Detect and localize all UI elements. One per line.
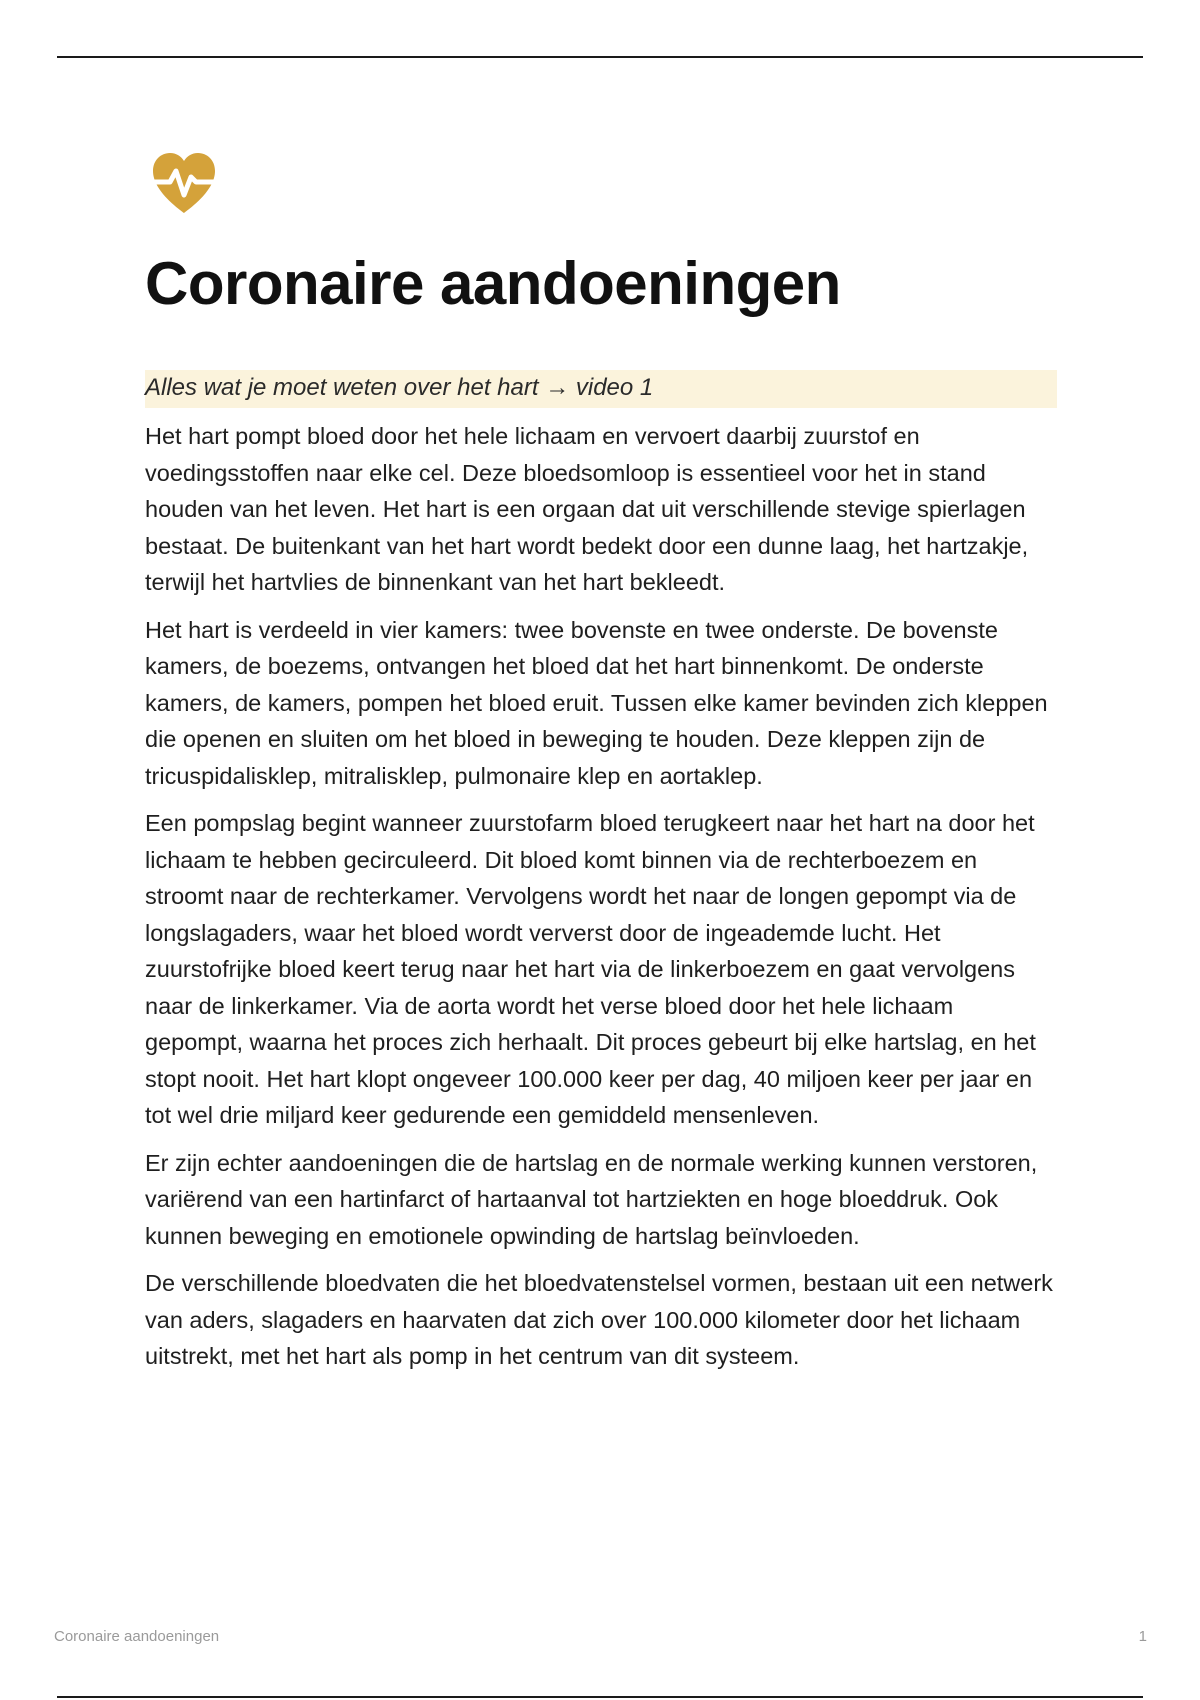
footer-page-number: 1 bbox=[1138, 1628, 1147, 1645]
heart-pulse-icon bbox=[149, 150, 227, 228]
paragraph-4: Er zijn echter aandoeningen die de hartslag en de normale werking kunnen verstoren, variërend van een hartinfarct of hartaanval tot hartziekten en hoge bloeddruk. Ook kunnen beweging en emotionele opwinding de hartslag beïnvloeden. bbox=[145, 1149, 1038, 1249]
top-rule bbox=[57, 56, 1143, 58]
video-callout: Alles wat je moet weten over het hart → video 1 bbox=[145, 370, 1057, 408]
paragraph-1: Het hart pompt bloed door het hele lichaam en vervoert daarbij zuurstof en voedingsstoffen naar elke cel. Deze bloedsomloop is essentieel voor het in stand houden van het leven. Het hart is een orgaan dat uit verschillende stevige spierlagen bestaat. De buitenkant van het hart wordt bedekt door een dunne laag, het hartzakje, terwijl het hartvlies de binnenkant van het hart bekleedt. bbox=[145, 423, 1029, 595]
paragraph-2: Het hart is verdeeld in vier kamers: twee bovenste en twee onderste. De bovenste kamers, de boezems, ontvangen het bloed dat het hart binnenkomt. De onderste kamers, de kamers, pompen het bloed eruit. Tussen elke kamer bevinden zich kleppen die openen en sluiten om het bloed in beweging te houden. Deze kleppen zijn de tricuspidalisklep, mitralisklep, pulmonaire klep en aortaklep. bbox=[145, 616, 1048, 789]
bottom-rule bbox=[57, 1696, 1143, 1698]
paragraph-3: Een pompslag begint wanneer zuurstofarm bloed terugkeert naar het hart na door het lichaam te hebben gecirculeerd. Dit bloed komt binnen via de rechterboezem en stroomt naar de rechterkamer. Vervolgens wordt het naar de longen gepompt via de longslagaders, waar het bloed wordt ververst door de ingeademde lucht. Het zuurstofrijke bloed keert terug naar het hart via de linkerboezem en gaat vervolgens naar de linkerkamer. Via de aorta wordt het verse bloed door het hele lichaam gepompt, waarna het proces zich herhaalt. Dit proces gebeurt bij elke hartslag, en het stopt nooit. Het hart klopt ongeveer 100.000 keer per dag, 40 miljoen keer per jaar en tot wel drie miljard keer gedurende een gemiddeld mensenleven. bbox=[145, 810, 1036, 1128]
page-title: Coronaire aandoeningen bbox=[145, 250, 841, 317]
paragraph-5: De verschillende bloedvaten die het bloedvatenstelsel vormen, bestaan uit een netwerk van aders, slagaders en haarvaten dat zich over 100.000 kilometer door het lichaam uitstrekt, met het hart als pomp in het centrum van dit systeem. bbox=[145, 1270, 1053, 1369]
page-content bbox=[145, 150, 1057, 1375]
footer-title: Coronaire aandoeningen bbox=[54, 1628, 220, 1645]
